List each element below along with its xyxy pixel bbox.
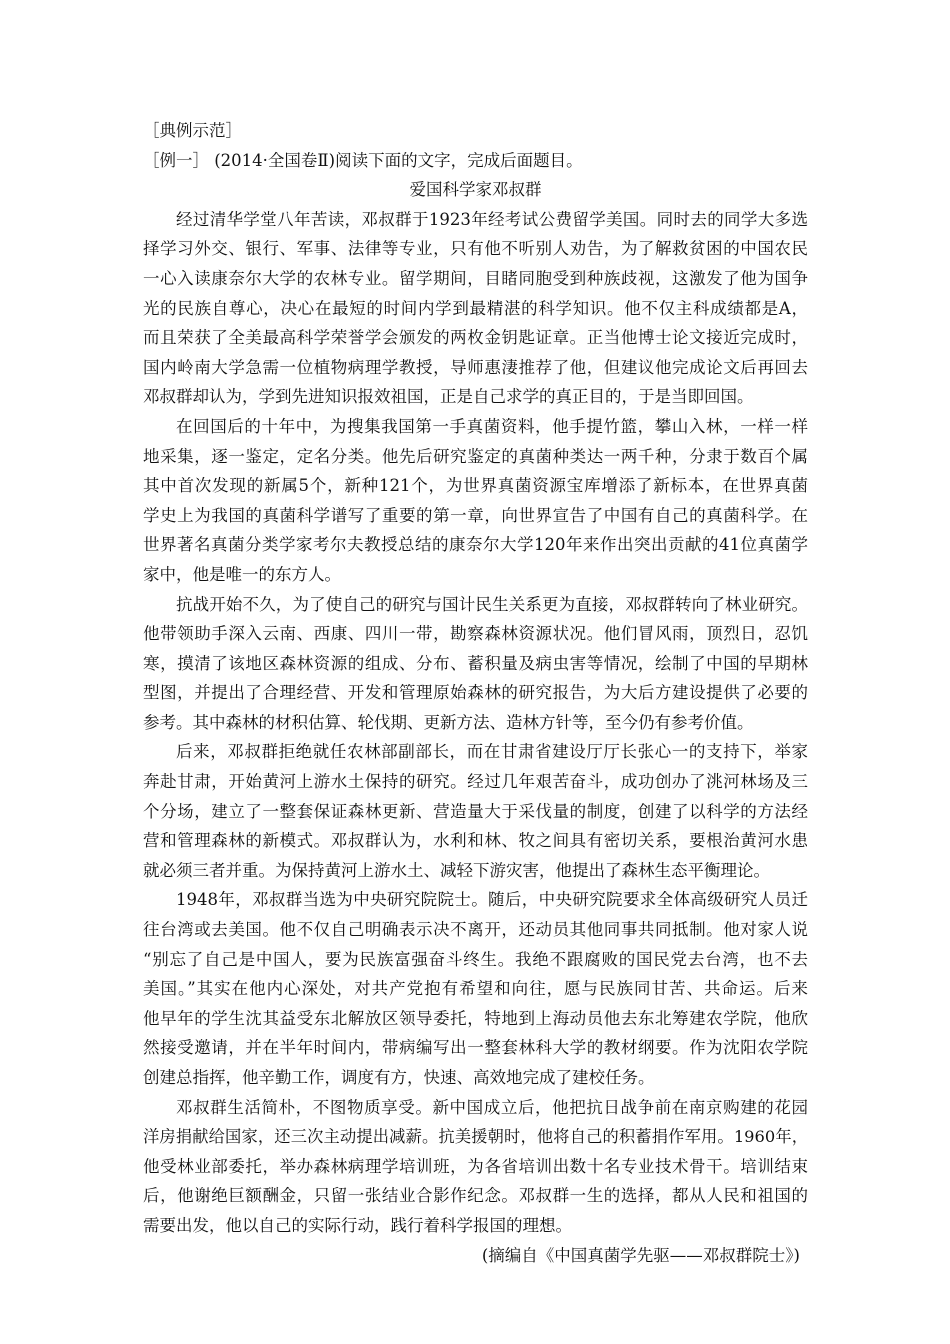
paragraph-line: 创建总指挥，他辛勤工作，调度有方，快速、高效地完成了建校任务。 [143,1068,655,1087]
example-label: ［例一］ [143,150,209,170]
paragraph-line: 在回国后的十年中，为搜集我国第一手真菌资料，他手提竹篮，攀山入林，一样一样 [176,416,808,436]
paragraph-1 [143,205,808,412]
paragraph-line: 往台湾或去美国。他不仅自己明确表示决不离开，还动员其他同事共同抵制。他对家人说 [143,920,808,940]
paragraph-line: 1948年，邓叔群当选为中央研究院院士。随后，中央研究院要求全体高级研究人员迁 [176,890,808,910]
article-title: 爱国科学家邓叔群 [409,180,542,200]
paragraph-line: 洋房捐献给国家，还三次主动提出减薪。抗美援朝时，他将自己的积蓄捐作军用。1960年， [143,1127,808,1147]
paragraph-line: 他受林业部委托，举办森林病理学培训班，为各省培训出数十名专业技术骨干。培训结束 [143,1156,808,1176]
paragraph-line: 他带领助手深入云南、西康、四川一带，勘察森林资源状况。他们冒风雨，顶烈日，忍饥 [143,624,808,644]
paragraph-line: 而且荣获了全美最高科学荣誉学会颁发的两枚金钥匙证章。正当他博士论文接近完成时， [143,328,808,348]
paragraph-line: 光的民族自尊心，决心在最短的时间内学到最精湛的科学知识。他不仅主科成绩都是A， [143,298,808,318]
paragraph-line: 他早年的学生沈其益受东北解放区领导委托，特地到上海动员他去东北筹建农学院，他欣 [143,1008,808,1028]
paragraph-line: 抗战开始不久，为了使自己的研究与国计民生关系更为直接，邓叔群转向了林业研究。 [176,594,808,614]
paragraph-line: 世界著名真菌分类学家考尔夫教授总结的康奈尔大学120年来作出突出贡献的41位真菌学 [143,535,808,555]
paragraph-line: 型图，并提出了合理经营、开发和管理原始森林的研究报告，为大后方建设提供了必要的 [143,683,808,703]
document-page [143,116,808,1270]
article-body [143,205,808,1241]
section-heading: ［典例示范］ [143,121,242,140]
paragraph-line: 然接受邀请，并在半年时间内，带病编写出一整套林科大学的教材纲要。作为沈阳农学院 [143,1038,808,1058]
paragraph-line: 美国。”其实在他内心深处，对共产党抱有希望和向往，愿与民族同甘苦、共命运。后来 [143,979,808,999]
paragraph-line: 学史上为我国的真菌科学谱写了重要的第一章，向世界宣告了中国有自己的真菌科学。在 [143,505,808,525]
paragraph-line: 其中首次发现的新属5个，新种121个，为世界真菌资源宝库增添了新标本，在世界真菌 [143,476,808,496]
example-instruction: (2014·全国卷Ⅱ)阅读下面的文字，完成后面题目。 [214,150,583,170]
paragraph-line: 家中，他是唯一的东方人。 [143,564,341,584]
paragraph-line: 需要出发，他以自己的实际行动，践行着科学报国的理想。 [143,1215,572,1235]
paragraph-4 [143,737,808,885]
paragraph-3 [143,590,808,738]
paragraph-line: 个分场，建立了一整套保证森林更新、营造量大于采伐量的制度，创建了以科学的方法经 [143,801,808,821]
paragraph-2 [143,412,808,590]
paragraph-line: 地采集，逐一鉴定，定名分类。他先后研究鉴定的真菌种类达一两千种，分隶于数百个属 [143,446,808,466]
paragraph-6 [143,1093,808,1241]
paragraph-line: 邓叔群生活简朴，不图物质享受。新中国成立后，他把抗日战争前在南京购建的花园 [176,1097,808,1117]
paragraph-line: “别忘了自己是中国人，要为民族富强奋斗终生。我绝不跟腐败的国民党去台湾，也不去 [143,949,808,969]
paragraph-5 [143,885,808,1092]
paragraph-line: 参考。其中森林的材积估算、轮伐期、更新方法、造林方针等，至今仍有参考价值。 [143,712,754,732]
paragraph-line: 就必须三者并重。为保持黄河上游水土、减轻下游灾害，他提出了森林生态平衡理论。 [143,860,770,880]
paragraph-line: 奔赴甘肃，开始黄河上游水土保持的研究。经过几年艰苦奋斗，成功创办了洮河林场及三 [143,772,808,792]
article-source: (摘编自《中国真菌学先驱——邓叔群院士》) [481,1245,800,1265]
example-line [143,146,808,176]
paragraph-line: 国内岭南大学急需一位植物病理学教授，导师惠淒推荐了他，但建议他完成论文后再回去 [143,357,808,377]
paragraph-line: 经过清华学堂八年苦读，邓叔群于1923年经考试公费留学美国。同时去的同学大多选 [176,209,808,229]
paragraph-line: 后来，邓叔群拒绝就任农林部副部长，而在甘肃省建设厅厅长张心一的支持下，举家 [176,742,808,762]
paragraph-line: 后，他谢绝巨额酬金，只留一张结业合影作纪念。邓叔群一生的选择，都从人民和祖国的 [143,1186,808,1206]
paragraph-line: 一心入读康奈尔大学的农林专业。留学期间，目睹同胞受到种族歧视，这激发了他为国争 [143,268,808,288]
paragraph-line: 择学习外交、银行、军事、法律等专业，只有他不听别人劝告，为了解救贫困的中国农民 [143,239,808,259]
paragraph-line: 营和管理森林的新模式。邓叔群认为，水利和林、牧之间具有密切关系，要根治黄河水患 [143,831,808,851]
paragraph-line: 寒，摸清了该地区森林资源的组成、分布、蓄积量及病虫害等情况，绘制了中国的早期林 [143,653,808,673]
paragraph-line: 邓叔群却认为，学到先进知识报效祖国，正是自己求学的真正目的，于是当即回国。 [143,387,754,407]
